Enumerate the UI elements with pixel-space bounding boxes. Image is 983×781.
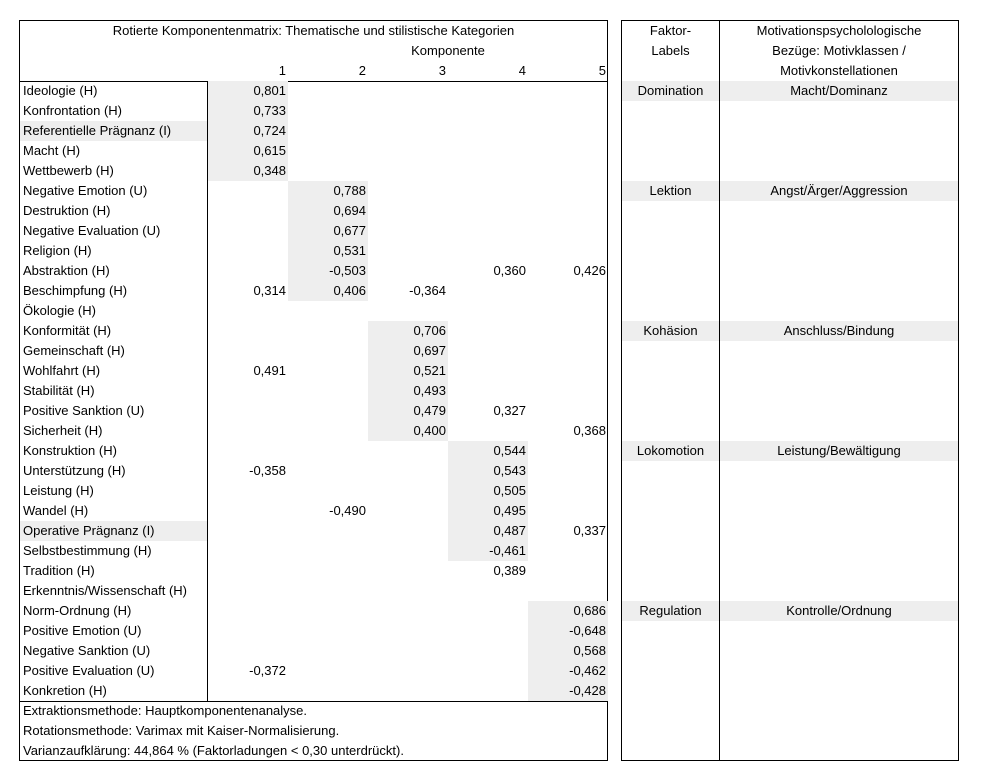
- loading-cell: [288, 401, 368, 421]
- loading-cell: [448, 641, 528, 661]
- row-label: Konstruktion (H): [23, 443, 117, 458]
- loading-cell: [528, 121, 608, 141]
- row-label: Gemeinschaft (H): [23, 343, 125, 358]
- loading-cell: [288, 161, 368, 181]
- loading-cell: 0,544: [448, 441, 528, 461]
- factor-label: Lektion: [622, 181, 719, 201]
- motive-header-line2: Bezüge: Motivklassen /: [772, 43, 906, 58]
- loading-cell: [528, 101, 608, 121]
- loading-cell: [368, 221, 448, 241]
- motive-label: Leistung/Bewältigung: [720, 441, 958, 461]
- loading-cell: [368, 201, 448, 221]
- motive-label: Angst/Ärger/Aggression: [720, 181, 958, 201]
- loading-cell: [368, 181, 448, 201]
- loading-cell: [528, 141, 608, 161]
- loading-cell: [208, 561, 288, 581]
- loading-cell: 0,406: [288, 281, 368, 301]
- loading-cell: [528, 321, 608, 341]
- loading-cell: [448, 661, 528, 681]
- loading-cell: -0,648: [528, 621, 608, 641]
- loading-cell: 0,493: [368, 381, 448, 401]
- loading-cell: [288, 421, 368, 441]
- row-label: Leistung (H): [23, 483, 94, 498]
- loading-cell: 0,543: [448, 461, 528, 481]
- factor-labels-header-line1: Faktor-: [649, 23, 692, 38]
- loading-cell: [528, 501, 608, 521]
- motive-header-line3: Motivkonstellationen: [780, 63, 898, 78]
- loading-cell: 0,733: [208, 101, 288, 121]
- loading-cell: [528, 341, 608, 361]
- footer-extraction: Extraktionsmethode: Hauptkomponentenanalyse.: [23, 703, 308, 718]
- loading-cell: [208, 581, 288, 601]
- loading-cell: [288, 461, 368, 481]
- loading-cell: [368, 521, 448, 541]
- loading-cell: [448, 601, 528, 621]
- loading-cell: -0,503: [288, 261, 368, 281]
- loading-cell: [288, 621, 368, 641]
- component-matrix: [19, 20, 608, 761]
- loading-cell: [368, 481, 448, 501]
- loading-cell: 0,706: [368, 321, 448, 341]
- loading-cell: [368, 81, 448, 101]
- row-label: Negative Sanktion (U): [23, 643, 151, 658]
- loading-cell: 0,531: [288, 241, 368, 261]
- loading-cell: [208, 681, 288, 701]
- loading-cell: [448, 161, 528, 181]
- column-number-2: 2: [358, 63, 366, 78]
- loading-cell: 0,400: [368, 421, 448, 441]
- row-label: Religion (H): [23, 243, 92, 258]
- motive-header-line1: Motivationspsycholologische: [756, 23, 922, 38]
- loading-cell: -0,461: [448, 541, 528, 561]
- motive-label: Kontrolle/Ordnung: [720, 601, 958, 621]
- loading-cell: 0,677: [288, 221, 368, 241]
- loading-cell: [448, 581, 528, 601]
- loading-cell: 0,505: [448, 481, 528, 501]
- loading-cell: [288, 521, 368, 541]
- loading-cell: [368, 101, 448, 121]
- row-label: Positive Sanktion (U): [23, 403, 145, 418]
- row-label: Wettbewerb (H): [23, 163, 114, 178]
- motive-label: Macht/Dominanz: [720, 81, 958, 101]
- loading-cell: [528, 561, 608, 581]
- loading-cell: 0,788: [288, 181, 368, 201]
- loading-cell: [448, 321, 528, 341]
- loading-cell: [528, 281, 608, 301]
- loading-cell: [368, 241, 448, 261]
- komponente-header: Komponente: [411, 43, 485, 58]
- row-label: Wandel (H): [23, 503, 89, 518]
- row-label: Tradition (H): [23, 563, 95, 578]
- loading-cell: 0,426: [573, 263, 606, 278]
- loading-cell: 0,348: [208, 161, 288, 181]
- row-label: Norm-Ordnung (H): [23, 603, 132, 618]
- loading-cell: [288, 121, 368, 141]
- loading-cell: 0,327: [493, 403, 526, 418]
- loading-cell: [208, 341, 288, 361]
- row-label: Beschimpfung (H): [23, 283, 128, 298]
- row-label: Positive Evaluation (U): [23, 663, 155, 678]
- loading-cell: [288, 301, 368, 321]
- row-label: Konformität (H): [23, 323, 112, 338]
- loading-cell: [528, 461, 608, 481]
- loading-cell: [288, 541, 368, 561]
- column-number-5: 5: [598, 63, 606, 78]
- motive-label: Anschluss/Bindung: [720, 321, 958, 341]
- loading-cell: [208, 641, 288, 661]
- factor-label: Kohäsion: [622, 321, 719, 341]
- row-label: Sicherheit (H): [23, 423, 103, 438]
- loading-cell: [448, 621, 528, 641]
- loading-cell: [288, 341, 368, 361]
- loading-cell: [208, 181, 288, 201]
- loading-cell: [368, 601, 448, 621]
- loading-cell: [448, 381, 528, 401]
- loading-cell: [208, 601, 288, 621]
- loading-cell: [528, 161, 608, 181]
- loading-cell: 0,801: [208, 81, 288, 101]
- loading-cell: 0,521: [368, 361, 448, 381]
- loading-cell: [368, 161, 448, 181]
- loading-cell: [288, 321, 368, 341]
- column-number-3: 3: [438, 63, 446, 78]
- loading-cell: 0,697: [368, 341, 448, 361]
- loading-cell: 0,724: [208, 121, 288, 141]
- footer-variance: Varianzaufklärung: 44,864 % (Faktorladungen < 0,30 unterdrückt).: [23, 743, 404, 758]
- loading-cell: [448, 681, 528, 701]
- loading-cell: [448, 221, 528, 241]
- loading-cell: [368, 561, 448, 581]
- loading-cell: [528, 401, 608, 421]
- factor-column-divider: [719, 21, 720, 760]
- loading-cell: [528, 241, 608, 261]
- loading-cell: [208, 421, 288, 441]
- loading-cell: [288, 381, 368, 401]
- row-label: Ideologie (H): [23, 83, 98, 98]
- loading-cell: [368, 441, 448, 461]
- column-number-4: 4: [518, 63, 526, 78]
- row-label: Negative Emotion (U): [23, 183, 148, 198]
- row-label: Negative Evaluation (U): [23, 223, 161, 238]
- loading-cell: -0,358: [249, 463, 286, 478]
- loading-cell: [208, 481, 288, 501]
- loading-cell: [288, 641, 368, 661]
- loading-cell: 0,686: [528, 601, 608, 621]
- loading-cell: [208, 381, 288, 401]
- loading-cell: -0,428: [528, 681, 608, 701]
- row-label: Referentielle Prägnanz (I): [20, 121, 207, 141]
- row-label: Destruktion (H): [23, 203, 111, 218]
- loading-cell: [288, 561, 368, 581]
- factor-label: Regulation: [622, 601, 719, 621]
- loading-cell: [368, 581, 448, 601]
- loading-cell: [448, 301, 528, 321]
- loading-cell: [288, 481, 368, 501]
- loading-cell: [368, 501, 448, 521]
- loading-cell: [208, 261, 288, 281]
- factor-label-table: [621, 20, 959, 761]
- loading-cell: [368, 661, 448, 681]
- row-label: Ökologie (H): [23, 303, 96, 318]
- loading-cell: [208, 321, 288, 341]
- loading-cell: [208, 241, 288, 261]
- loading-cell: [288, 361, 368, 381]
- loading-cell: [288, 101, 368, 121]
- loading-cell: [528, 181, 608, 201]
- loading-cell: [448, 341, 528, 361]
- loading-cell: [208, 621, 288, 641]
- loading-cell: [528, 541, 608, 561]
- column-number-1: 1: [278, 63, 286, 78]
- loading-cell: [288, 601, 368, 621]
- loading-cell: 0,487: [448, 521, 528, 541]
- loading-cell: [448, 201, 528, 221]
- loading-cell: 0,479: [368, 401, 448, 421]
- loading-cell: [448, 141, 528, 161]
- row-label: Erkenntnis/Wissenschaft (H): [23, 583, 187, 598]
- row-label: Stabilität (H): [23, 383, 95, 398]
- loading-cell: [208, 541, 288, 561]
- loading-cell: [208, 521, 288, 541]
- loading-cell: [368, 121, 448, 141]
- loading-cell: [208, 301, 288, 321]
- loading-cell: [368, 621, 448, 641]
- loading-cell: 0,495: [448, 501, 528, 521]
- loading-cell: [288, 581, 368, 601]
- loading-cell: [448, 241, 528, 261]
- loading-cell: [528, 201, 608, 221]
- loading-cell: 0,314: [253, 283, 286, 298]
- loading-cell: [288, 141, 368, 161]
- loading-cell: [528, 581, 608, 601]
- loading-cell: [448, 421, 528, 441]
- loading-cell: [368, 681, 448, 701]
- loading-cell: -0,364: [409, 283, 446, 298]
- loading-cell: [288, 81, 368, 101]
- factor-label: Domination: [622, 81, 719, 101]
- loading-cell: [448, 181, 528, 201]
- footer-rotation: Rotationsmethode: Varimax mit Kaiser-Normalisierung.: [23, 723, 340, 738]
- loading-cell: [448, 281, 528, 301]
- row-label: Positive Emotion (U): [23, 623, 142, 638]
- factor-label: Lokomotion: [622, 441, 719, 461]
- loading-cell: [208, 221, 288, 241]
- row-label: Unterstützung (H): [23, 463, 126, 478]
- row-label: Wohlfahrt (H): [23, 363, 101, 378]
- loading-cell: 0,568: [528, 641, 608, 661]
- loading-cell: [528, 301, 608, 321]
- loading-cell: [528, 381, 608, 401]
- loading-cell: [368, 541, 448, 561]
- loading-cell: [288, 441, 368, 461]
- loading-cell: [528, 361, 608, 381]
- loading-cell: [368, 461, 448, 481]
- loading-cell: [208, 441, 288, 461]
- loading-cell: [528, 81, 608, 101]
- loading-cell: [448, 361, 528, 381]
- loading-cell: [368, 301, 448, 321]
- loading-cell: 0,337: [573, 523, 606, 538]
- matrix-title: Rotierte Komponentenmatrix: Thematische und stilistische Kategorien: [112, 23, 515, 38]
- loading-cell: 0,389: [493, 563, 526, 578]
- loading-cell: [288, 661, 368, 681]
- factor-labels-header-line2: Labels: [651, 43, 690, 58]
- loading-cell: [208, 201, 288, 221]
- loading-cell: 0,368: [573, 423, 606, 438]
- row-label: Operative Prägnanz (I): [20, 521, 207, 541]
- loading-cell: [208, 401, 288, 421]
- loading-cell: [448, 101, 528, 121]
- loading-cell: [448, 81, 528, 101]
- row-label: Konfrontation (H): [23, 103, 122, 118]
- loading-cell: [528, 441, 608, 461]
- loading-cell: 0,615: [208, 141, 288, 161]
- loading-cell: [528, 481, 608, 501]
- row-label: Selbstbestimmung (H): [23, 543, 152, 558]
- loading-cell: -0,490: [329, 503, 366, 518]
- loading-cell: [368, 641, 448, 661]
- row-label: Konkretion (H): [23, 683, 107, 698]
- loading-cell: [288, 681, 368, 701]
- loading-cell: -0,372: [249, 663, 286, 678]
- loading-cell: -0,462: [528, 661, 608, 681]
- loading-cell: 0,491: [253, 363, 286, 378]
- loading-cell: 0,694: [288, 201, 368, 221]
- row-label: Macht (H): [23, 143, 81, 158]
- loading-cell: [368, 141, 448, 161]
- row-label: Abstraktion (H): [23, 263, 110, 278]
- loading-cell: 0,360: [493, 263, 526, 278]
- loading-cell: [448, 121, 528, 141]
- loading-cell: [208, 501, 288, 521]
- loading-cell: [368, 261, 448, 281]
- loading-cell: [528, 221, 608, 241]
